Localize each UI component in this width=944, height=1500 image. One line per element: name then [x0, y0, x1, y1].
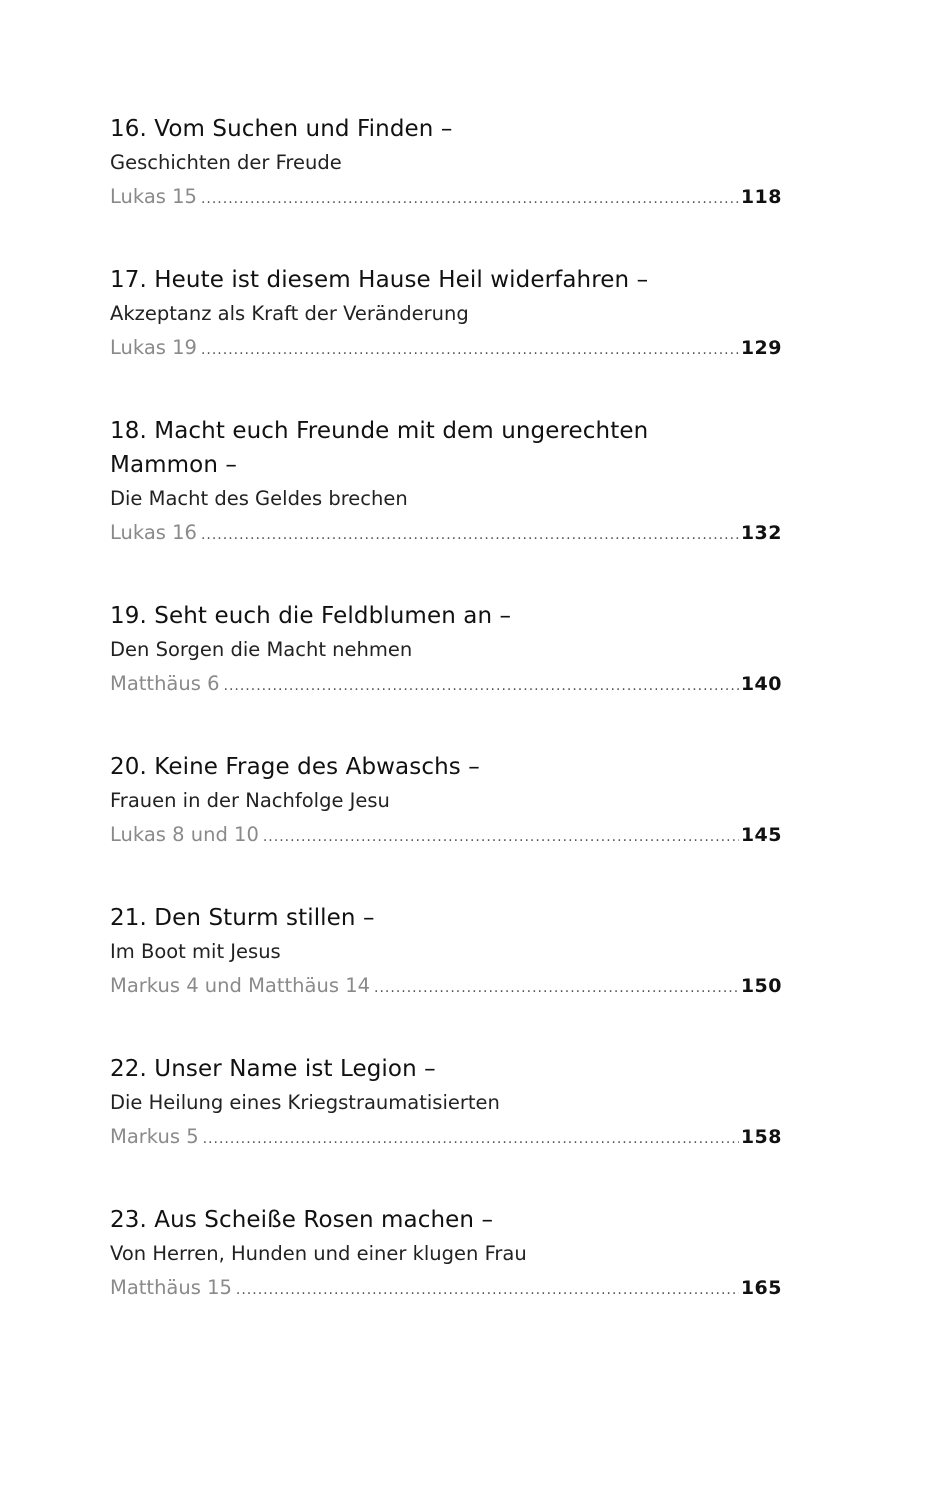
chapter-title: 16. Vom Suchen und Finden –	[110, 116, 453, 142]
chapter-subtitle: Die Macht des Geldes brechen	[110, 487, 408, 510]
chapter-subtitle: Von Herren, Hunden und einer klugen Frau	[110, 1242, 527, 1265]
toc-entry[interactable]	[110, 414, 782, 552]
chapter-subtitle: Akzeptanz als Kraft der Veränderung	[110, 302, 469, 325]
bible-reference: Lukas 15	[110, 185, 197, 208]
chapter-subtitle: Frauen in der Nachfolge Jesu	[110, 789, 390, 812]
toc-entry[interactable]	[110, 263, 782, 367]
dot-leader	[374, 972, 739, 1005]
reference-line	[110, 969, 782, 1005]
page-number: 158	[740, 1126, 782, 1148]
reference-line	[110, 1120, 782, 1156]
bible-reference: Lukas 16	[110, 521, 197, 544]
dot-leader	[263, 821, 739, 854]
dot-leader	[201, 519, 739, 552]
bible-reference: Markus 5	[110, 1125, 199, 1148]
page-number: 150	[740, 975, 782, 997]
page-number: 118	[740, 186, 782, 208]
reference-line	[110, 818, 782, 854]
toc-entry[interactable]	[110, 901, 782, 1005]
dot-leader	[236, 1274, 739, 1307]
reference-line	[110, 180, 782, 216]
reference-line	[110, 331, 782, 367]
chapter-title: 17. Heute ist diesem Hause Heil widerfahren –	[110, 267, 649, 293]
chapter-title: 20. Keine Frage des Abwaschs –	[110, 754, 480, 780]
dot-leader	[201, 183, 739, 216]
reference-line	[110, 1271, 782, 1307]
toc-entry[interactable]	[110, 599, 782, 703]
toc-entry[interactable]	[110, 1052, 782, 1156]
chapter-subtitle: Die Heilung eines Kriegstraumatisierten	[110, 1091, 500, 1114]
chapter-title: 19. Seht euch die Feldblumen an –	[110, 603, 512, 629]
reference-line	[110, 516, 782, 552]
toc-entry[interactable]	[110, 750, 782, 854]
bible-reference: Lukas 19	[110, 336, 197, 359]
dot-leader	[201, 334, 739, 367]
toc-entry[interactable]	[110, 112, 782, 216]
toc-entry[interactable]	[110, 1203, 782, 1307]
page-number: 165	[740, 1277, 782, 1299]
chapter-subtitle: Im Boot mit Jesus	[110, 940, 281, 963]
chapter-title: 23. Aus Scheiße Rosen machen –	[110, 1207, 494, 1233]
chapter-title: 18. Macht euch Freunde mit dem ungerechten Mammon –	[110, 418, 649, 478]
table-of-contents	[110, 112, 782, 1307]
page-number: 145	[740, 824, 782, 846]
bible-reference: Matthäus 15	[110, 1276, 232, 1299]
chapter-subtitle: Geschichten der Freude	[110, 151, 342, 174]
bible-reference: Matthäus 6	[110, 672, 220, 695]
dot-leader	[203, 1123, 739, 1156]
chapter-title: 22. Unser Name ist Legion –	[110, 1056, 436, 1082]
chapter-subtitle: Den Sorgen die Macht nehmen	[110, 638, 413, 661]
bible-reference: Lukas 8 und 10	[110, 823, 259, 846]
page-number: 129	[740, 337, 782, 359]
page-number: 140	[740, 673, 782, 695]
dot-leader	[224, 670, 739, 703]
chapter-title: 21. Den Sturm stillen –	[110, 905, 375, 931]
page-number: 132	[740, 522, 782, 544]
reference-line	[110, 667, 782, 703]
bible-reference: Markus 4 und Matthäus 14	[110, 974, 371, 997]
